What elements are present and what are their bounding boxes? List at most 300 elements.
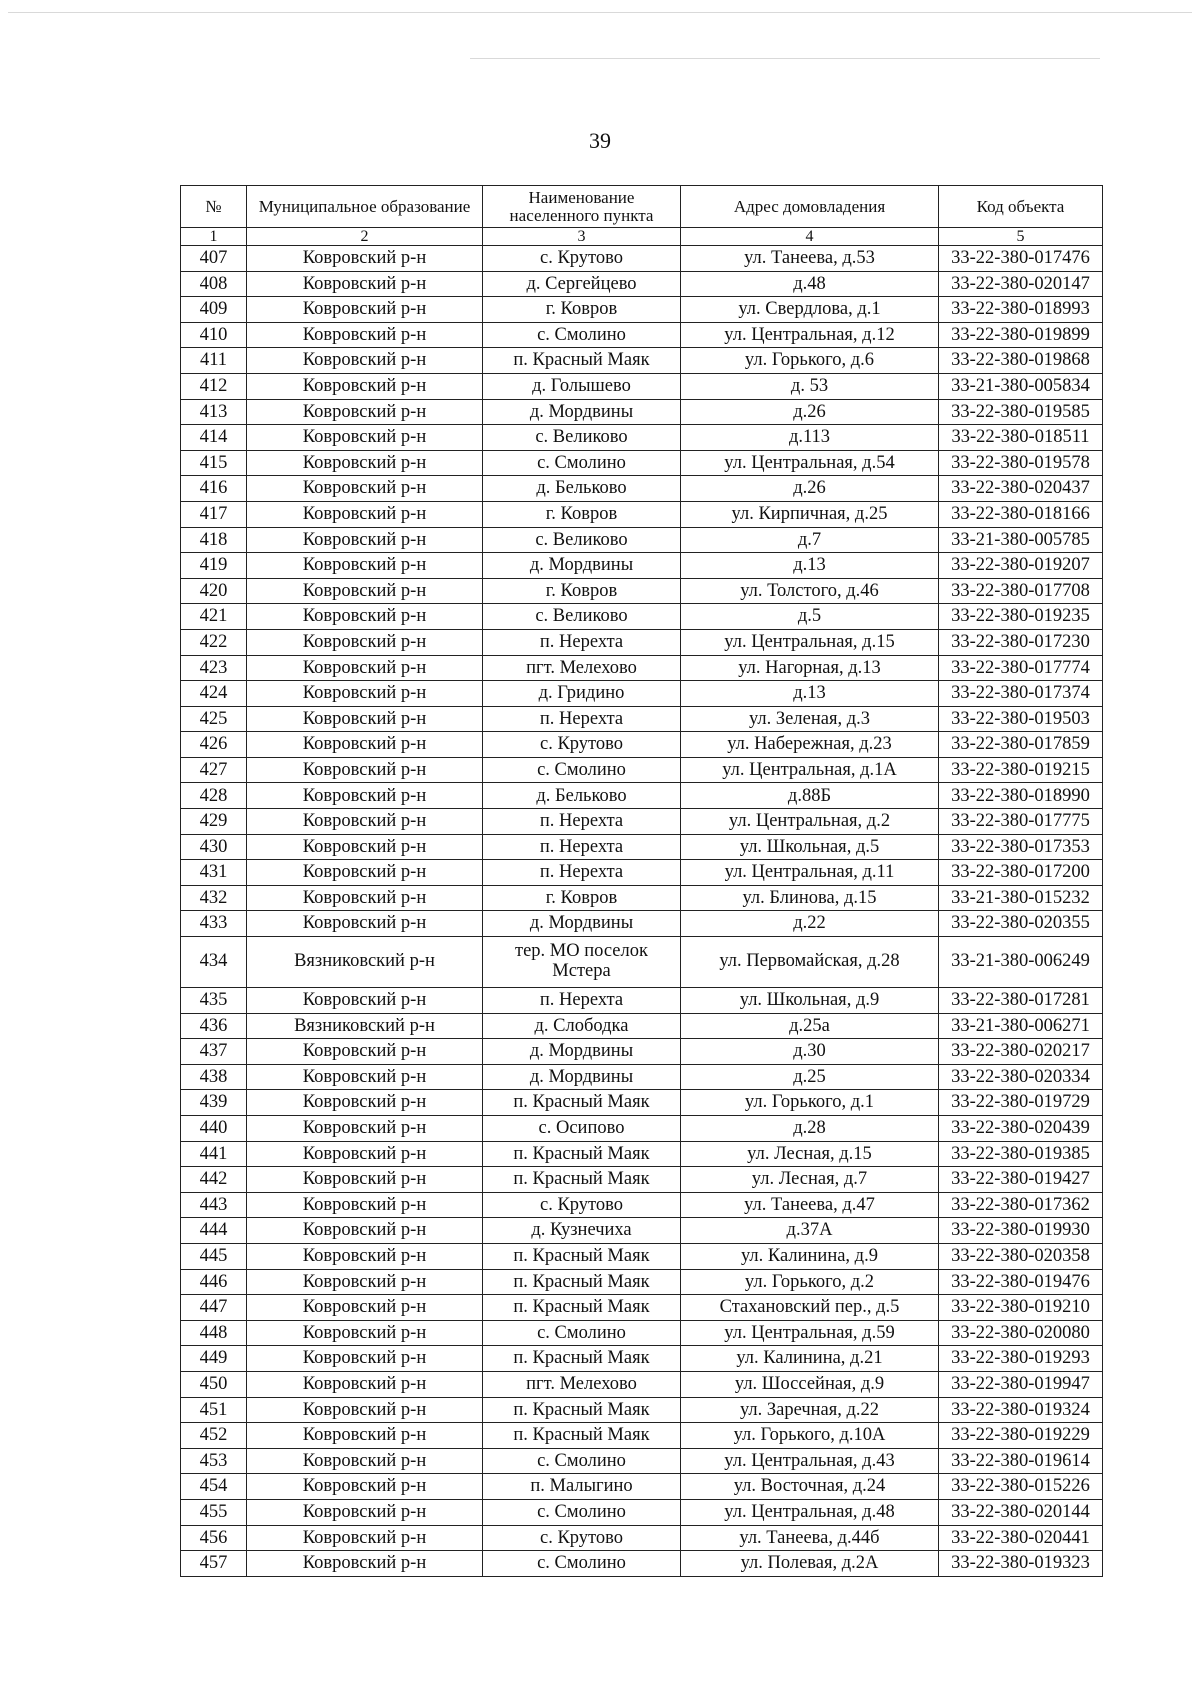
- settlement-cell: п. Нерехта: [483, 834, 681, 860]
- object-code-cell: 33-22-380-019207: [939, 553, 1103, 579]
- municipality-cell: Ковровский р-н: [247, 297, 483, 323]
- object-code-cell: 33-22-380-020441: [939, 1525, 1103, 1551]
- municipality-cell: Ковровский р-н: [247, 1192, 483, 1218]
- municipality-cell: Ковровский р-н: [247, 1499, 483, 1525]
- settlement-cell: п. Нерехта: [483, 706, 681, 732]
- address-cell: д.26: [681, 476, 939, 502]
- table-row: [181, 297, 1103, 323]
- municipality-cell: Ковровский р-н: [247, 246, 483, 272]
- address-cell: ул. Центральная, д.43: [681, 1448, 939, 1474]
- object-code-cell: 33-22-380-020437: [939, 476, 1103, 502]
- address-cell: ул. Заречная, д.22: [681, 1397, 939, 1423]
- object-code-cell: 33-22-380-019503: [939, 706, 1103, 732]
- settlement-cell: с. Смолино: [483, 1448, 681, 1474]
- table-row: [181, 271, 1103, 297]
- row-number-cell: 428: [181, 783, 247, 809]
- object-code-cell: 33-22-380-017230: [939, 629, 1103, 655]
- row-number-cell: 444: [181, 1218, 247, 1244]
- settlement-cell: пгт. Мелехово: [483, 1371, 681, 1397]
- settlement-cell: д. Мордвины: [483, 1064, 681, 1090]
- municipality-cell: Ковровский р-н: [247, 1116, 483, 1142]
- table-row: [181, 1551, 1103, 1577]
- object-code-cell: 33-22-380-019427: [939, 1167, 1103, 1193]
- row-number-cell: 440: [181, 1116, 247, 1142]
- municipality-cell: Ковровский р-н: [247, 783, 483, 809]
- object-code-cell: 33-21-380-005785: [939, 527, 1103, 553]
- row-number-cell: 431: [181, 860, 247, 886]
- municipality-cell: Ковровский р-н: [247, 450, 483, 476]
- object-code-cell: 33-22-380-019210: [939, 1295, 1103, 1321]
- municipality-cell: Ковровский р-н: [247, 1141, 483, 1167]
- address-cell: ул. Лесная, д.7: [681, 1167, 939, 1193]
- address-cell: ул. Центральная, д.12: [681, 322, 939, 348]
- table-row: [181, 1013, 1103, 1039]
- row-number-cell: 414: [181, 425, 247, 451]
- settlement-cell: п. Нерехта: [483, 988, 681, 1014]
- object-code-cell: 33-22-380-017281: [939, 988, 1103, 1014]
- address-cell: д.7: [681, 527, 939, 553]
- row-number-cell: 421: [181, 604, 247, 630]
- settlement-cell: д. Мордвины: [483, 399, 681, 425]
- table-row: [181, 1141, 1103, 1167]
- row-number-cell: 412: [181, 373, 247, 399]
- municipality-cell: Ковровский р-н: [247, 1525, 483, 1551]
- settlement-cell: г. Ковров: [483, 885, 681, 911]
- address-cell: ул. Лесная, д.15: [681, 1141, 939, 1167]
- municipality-cell: Ковровский р-н: [247, 911, 483, 937]
- table-row: [181, 1269, 1103, 1295]
- row-number-cell: 441: [181, 1141, 247, 1167]
- municipality-cell: Ковровский р-н: [247, 1448, 483, 1474]
- column-number: 3: [483, 228, 681, 246]
- settlement-cell: пгт. Мелехово: [483, 655, 681, 681]
- object-code-cell: 33-22-380-019229: [939, 1423, 1103, 1449]
- object-code-cell: 33-22-380-019235: [939, 604, 1103, 630]
- header-settlement: Наименование населенного пункта: [483, 186, 681, 228]
- municipality-cell: Ковровский р-н: [247, 1064, 483, 1090]
- row-number-cell: 439: [181, 1090, 247, 1116]
- municipality-cell: Ковровский р-н: [247, 1243, 483, 1269]
- row-number-cell: 454: [181, 1474, 247, 1500]
- settlement-cell: с. Смолино: [483, 450, 681, 476]
- object-code-cell: 33-22-380-019385: [939, 1141, 1103, 1167]
- address-cell: ул. Калинина, д.9: [681, 1243, 939, 1269]
- municipality-cell: Ковровский р-н: [247, 1551, 483, 1577]
- table-row: [181, 604, 1103, 630]
- row-number-cell: 418: [181, 527, 247, 553]
- object-code-cell: 33-22-380-015226: [939, 1474, 1103, 1500]
- table-body: [181, 228, 1103, 1577]
- settlement-cell: п. Красный Маяк: [483, 1423, 681, 1449]
- settlement-cell: с. Осипово: [483, 1116, 681, 1142]
- address-cell: ул. Танеева, д.53: [681, 246, 939, 272]
- settlement-cell: д. Сергейцево: [483, 271, 681, 297]
- header-number: №: [181, 186, 247, 228]
- table-row: [181, 1218, 1103, 1244]
- settlement-cell: д. Бельково: [483, 476, 681, 502]
- object-code-cell: 33-22-380-020147: [939, 271, 1103, 297]
- row-number-cell: 450: [181, 1371, 247, 1397]
- row-number-cell: 427: [181, 757, 247, 783]
- table-row: [181, 681, 1103, 707]
- row-number-cell: 455: [181, 1499, 247, 1525]
- settlement-cell: с. Крутово: [483, 246, 681, 272]
- address-cell: д.26: [681, 399, 939, 425]
- settlement-cell: д. Голышево: [483, 373, 681, 399]
- table-row: [181, 757, 1103, 783]
- address-cell: ул. Горького, д.10А: [681, 1423, 939, 1449]
- settlement-cell: с. Смолино: [483, 1551, 681, 1577]
- municipality-cell: Ковровский р-н: [247, 553, 483, 579]
- settlement-cell: с. Крутово: [483, 1525, 681, 1551]
- row-number-cell: 448: [181, 1320, 247, 1346]
- object-code-cell: 33-22-380-018993: [939, 297, 1103, 323]
- table-row: [181, 834, 1103, 860]
- settlement-cell: п. Нерехта: [483, 629, 681, 655]
- object-code-cell: 33-21-380-005834: [939, 373, 1103, 399]
- row-number-cell: 445: [181, 1243, 247, 1269]
- address-cell: ул. Блинова, д.15: [681, 885, 939, 911]
- municipality-cell: Ковровский р-н: [247, 860, 483, 886]
- address-cell: ул. Горького, д.1: [681, 1090, 939, 1116]
- row-number-cell: 430: [181, 834, 247, 860]
- table-row: [181, 578, 1103, 604]
- settlement-cell: с. Великово: [483, 604, 681, 630]
- address-cell: ул. Центральная, д.1А: [681, 757, 939, 783]
- address-cell: ул. Кирпичная, д.25: [681, 501, 939, 527]
- object-code-cell: 33-22-380-019585: [939, 399, 1103, 425]
- address-cell: ул. Свердлова, д.1: [681, 297, 939, 323]
- address-cell: д.13: [681, 553, 939, 579]
- address-cell: д.48: [681, 271, 939, 297]
- settlement-cell: п. Красный Маяк: [483, 1269, 681, 1295]
- settlement-cell: с. Крутово: [483, 732, 681, 758]
- row-number-cell: 443: [181, 1192, 247, 1218]
- row-number-cell: 446: [181, 1269, 247, 1295]
- settlement-cell: с. Смолино: [483, 322, 681, 348]
- object-code-cell: 33-22-380-019947: [939, 1371, 1103, 1397]
- row-number-cell: 416: [181, 476, 247, 502]
- table-row: [181, 450, 1103, 476]
- row-number-cell: 434: [181, 937, 247, 988]
- row-number-cell: 426: [181, 732, 247, 758]
- table-row: [181, 425, 1103, 451]
- row-number-cell: 449: [181, 1346, 247, 1372]
- table-row: [181, 1116, 1103, 1142]
- settlement-cell: с. Крутово: [483, 1192, 681, 1218]
- object-code-cell: 33-21-380-006249: [939, 937, 1103, 988]
- address-cell: ул. Горького, д.2: [681, 1269, 939, 1295]
- municipality-cell: Ковровский р-н: [247, 1320, 483, 1346]
- settlement-cell: п. Нерехта: [483, 809, 681, 835]
- address-cell: ул. Восточная, д.24: [681, 1474, 939, 1500]
- table-row: [181, 1397, 1103, 1423]
- column-number-row: [181, 228, 1103, 246]
- object-code-cell: 33-22-380-019323: [939, 1551, 1103, 1577]
- table-row: [181, 399, 1103, 425]
- table-row: [181, 501, 1103, 527]
- column-number: 4: [681, 228, 939, 246]
- row-number-cell: 420: [181, 578, 247, 604]
- object-code-cell: 33-22-380-018166: [939, 501, 1103, 527]
- address-cell: д.5: [681, 604, 939, 630]
- table-row: [181, 1295, 1103, 1321]
- row-number-cell: 415: [181, 450, 247, 476]
- row-number-cell: 453: [181, 1448, 247, 1474]
- municipality-cell: Ковровский р-н: [247, 757, 483, 783]
- address-cell: ул. Центральная, д.59: [681, 1320, 939, 1346]
- object-code-cell: 33-22-380-019614: [939, 1448, 1103, 1474]
- municipality-cell: Ковровский р-н: [247, 1346, 483, 1372]
- object-code-cell: 33-22-380-018511: [939, 425, 1103, 451]
- address-cell: д.28: [681, 1116, 939, 1142]
- object-code-cell: 33-22-380-019293: [939, 1346, 1103, 1372]
- table-row: [181, 1474, 1103, 1500]
- object-code-cell: 33-22-380-020080: [939, 1320, 1103, 1346]
- address-cell: ул. Центральная, д.48: [681, 1499, 939, 1525]
- table-row: [181, 1064, 1103, 1090]
- object-code-cell: 33-22-380-018990: [939, 783, 1103, 809]
- table-row: [181, 1039, 1103, 1065]
- settlement-cell: д. Мордвины: [483, 553, 681, 579]
- table-row: [181, 885, 1103, 911]
- object-code-cell: 33-22-380-019476: [939, 1269, 1103, 1295]
- object-code-cell: 33-22-380-017476: [939, 246, 1103, 272]
- address-cell: д.13: [681, 681, 939, 707]
- address-cell: ул. Горького, д.6: [681, 348, 939, 374]
- settlement-cell: г. Ковров: [483, 297, 681, 323]
- municipality-cell: Ковровский р-н: [247, 1423, 483, 1449]
- row-number-cell: 457: [181, 1551, 247, 1577]
- row-number-cell: 432: [181, 885, 247, 911]
- address-cell: д.25а: [681, 1013, 939, 1039]
- table-row: [181, 732, 1103, 758]
- header-address: Адрес домовладения: [681, 186, 939, 228]
- object-code-cell: 33-22-380-017353: [939, 834, 1103, 860]
- table-row: [181, 1192, 1103, 1218]
- municipality-cell: Ковровский р-н: [247, 629, 483, 655]
- address-cell: д.22: [681, 911, 939, 937]
- settlement-cell: д. Мордвины: [483, 1039, 681, 1065]
- settlement-cell: с. Великово: [483, 527, 681, 553]
- column-number: 5: [939, 228, 1103, 246]
- municipality-cell: Ковровский р-н: [247, 373, 483, 399]
- settlement-cell: д. Слободка: [483, 1013, 681, 1039]
- row-number-cell: 435: [181, 988, 247, 1014]
- table-row: [181, 988, 1103, 1014]
- table-row: [181, 1423, 1103, 1449]
- settlement-cell: тер. МО поселок Мстера: [483, 937, 681, 988]
- settlement-cell: п. Малыгино: [483, 1474, 681, 1500]
- table-row: [181, 1090, 1103, 1116]
- table-row: [181, 1346, 1103, 1372]
- address-cell: ул. Набережная, д.23: [681, 732, 939, 758]
- row-number-cell: 429: [181, 809, 247, 835]
- object-code-cell: 33-22-380-017200: [939, 860, 1103, 886]
- municipality-cell: Ковровский р-н: [247, 1167, 483, 1193]
- header-object-code: Код объекта: [939, 186, 1103, 228]
- table-row: [181, 527, 1103, 553]
- object-code-cell: 33-22-380-020355: [939, 911, 1103, 937]
- table-row: [181, 809, 1103, 835]
- row-number-cell: 411: [181, 348, 247, 374]
- settlement-cell: п. Красный Маяк: [483, 1295, 681, 1321]
- table-row: [181, 348, 1103, 374]
- address-cell: ул. Калинина, д.21: [681, 1346, 939, 1372]
- table-row: [181, 476, 1103, 502]
- address-cell: ул. Зеленая, д.3: [681, 706, 939, 732]
- municipality-cell: Ковровский р-н: [247, 271, 483, 297]
- row-number-cell: 447: [181, 1295, 247, 1321]
- row-number-cell: 419: [181, 553, 247, 579]
- address-cell: ул. Центральная, д.11: [681, 860, 939, 886]
- municipality-cell: Ковровский р-н: [247, 1090, 483, 1116]
- household-registry-table: [180, 185, 1103, 1577]
- settlement-cell: г. Ковров: [483, 578, 681, 604]
- municipality-cell: Ковровский р-н: [247, 578, 483, 604]
- settlement-cell: п. Нерехта: [483, 860, 681, 886]
- column-number: 2: [247, 228, 483, 246]
- address-cell: ул. Танеева, д.47: [681, 1192, 939, 1218]
- settlement-cell: п. Красный Маяк: [483, 1090, 681, 1116]
- row-number-cell: 442: [181, 1167, 247, 1193]
- address-cell: ул. Школьная, д.9: [681, 988, 939, 1014]
- table-row: [181, 1371, 1103, 1397]
- municipality-cell: Ковровский р-н: [247, 527, 483, 553]
- table-row: [181, 783, 1103, 809]
- page-number: 39: [589, 128, 611, 153]
- object-code-cell: 33-22-380-017362: [939, 1192, 1103, 1218]
- row-number-cell: 407: [181, 246, 247, 272]
- address-cell: д.37А: [681, 1218, 939, 1244]
- object-code-cell: 33-22-380-017859: [939, 732, 1103, 758]
- address-cell: Стахановский пер., д.5: [681, 1295, 939, 1321]
- address-cell: д.30: [681, 1039, 939, 1065]
- settlement-cell: д. Мордвины: [483, 911, 681, 937]
- table-row: [181, 911, 1103, 937]
- municipality-cell: Ковровский р-н: [247, 322, 483, 348]
- table-header-row: [181, 186, 1103, 228]
- address-cell: д. 53: [681, 373, 939, 399]
- row-number-cell: 456: [181, 1525, 247, 1551]
- settlement-cell: с. Смолино: [483, 1499, 681, 1525]
- object-code-cell: 33-22-380-017374: [939, 681, 1103, 707]
- municipality-cell: Ковровский р-н: [247, 1039, 483, 1065]
- municipality-cell: Ковровский р-н: [247, 399, 483, 425]
- column-number: 1: [181, 228, 247, 246]
- settlement-cell: д. Гридино: [483, 681, 681, 707]
- address-cell: ул. Шоссейная, д.9: [681, 1371, 939, 1397]
- table-row: [181, 1499, 1103, 1525]
- municipality-cell: Ковровский р-н: [247, 988, 483, 1014]
- row-number-cell: 409: [181, 297, 247, 323]
- row-number-cell: 413: [181, 399, 247, 425]
- table-row: [181, 322, 1103, 348]
- row-number-cell: 438: [181, 1064, 247, 1090]
- row-number-cell: 451: [181, 1397, 247, 1423]
- municipality-cell: Ковровский р-н: [247, 655, 483, 681]
- table-row: [181, 629, 1103, 655]
- address-cell: ул. Школьная, д.5: [681, 834, 939, 860]
- address-cell: ул. Танеева, д.44б: [681, 1525, 939, 1551]
- settlement-cell: д. Кузнечиха: [483, 1218, 681, 1244]
- scan-artifact-line: [470, 58, 1100, 59]
- municipality-cell: Ковровский р-н: [247, 425, 483, 451]
- object-code-cell: 33-22-380-019868: [939, 348, 1103, 374]
- address-cell: д.88Б: [681, 783, 939, 809]
- object-code-cell: 33-22-380-020439: [939, 1116, 1103, 1142]
- municipality-cell: Вязниковский р-н: [247, 1013, 483, 1039]
- table-row: [181, 1167, 1103, 1193]
- municipality-cell: Ковровский р-н: [247, 681, 483, 707]
- row-number-cell: 424: [181, 681, 247, 707]
- table-row: [181, 706, 1103, 732]
- address-cell: ул. Центральная, д.54: [681, 450, 939, 476]
- table-row: [181, 937, 1103, 988]
- header-municipality: Муниципальное образование: [247, 186, 483, 228]
- object-code-cell: 33-22-380-017774: [939, 655, 1103, 681]
- row-number-cell: 423: [181, 655, 247, 681]
- row-number-cell: 436: [181, 1013, 247, 1039]
- settlement-cell: п. Красный Маяк: [483, 1167, 681, 1193]
- object-code-cell: 33-22-380-019729: [939, 1090, 1103, 1116]
- object-code-cell: 33-22-380-019899: [939, 322, 1103, 348]
- row-number-cell: 408: [181, 271, 247, 297]
- settlement-cell: п. Красный Маяк: [483, 1141, 681, 1167]
- address-cell: д.113: [681, 425, 939, 451]
- object-code-cell: 33-21-380-015232: [939, 885, 1103, 911]
- address-cell: ул. Нагорная, д.13: [681, 655, 939, 681]
- row-number-cell: 425: [181, 706, 247, 732]
- municipality-cell: Ковровский р-н: [247, 809, 483, 835]
- address-cell: д.25: [681, 1064, 939, 1090]
- municipality-cell: Ковровский р-н: [247, 1474, 483, 1500]
- address-cell: ул. Центральная, д.2: [681, 809, 939, 835]
- table-row: [181, 373, 1103, 399]
- settlement-cell: с. Великово: [483, 425, 681, 451]
- table-row: [181, 1243, 1103, 1269]
- row-number-cell: 410: [181, 322, 247, 348]
- settlement-cell: п. Красный Маяк: [483, 1243, 681, 1269]
- municipality-cell: Ковровский р-н: [247, 1397, 483, 1423]
- municipality-cell: Ковровский р-н: [247, 706, 483, 732]
- row-number-cell: 437: [181, 1039, 247, 1065]
- municipality-cell: Ковровский р-н: [247, 476, 483, 502]
- municipality-cell: Ковровский р-н: [247, 834, 483, 860]
- settlement-cell: п. Красный Маяк: [483, 1397, 681, 1423]
- row-number-cell: 433: [181, 911, 247, 937]
- table-row: [181, 655, 1103, 681]
- municipality-cell: Ковровский р-н: [247, 885, 483, 911]
- address-cell: ул. Центральная, д.15: [681, 629, 939, 655]
- object-code-cell: 33-22-380-020334: [939, 1064, 1103, 1090]
- object-code-cell: 33-22-380-017775: [939, 809, 1103, 835]
- object-code-cell: 33-22-380-020144: [939, 1499, 1103, 1525]
- object-code-cell: 33-22-380-019930: [939, 1218, 1103, 1244]
- table-row: [181, 1320, 1103, 1346]
- settlement-cell: п. Красный Маяк: [483, 1346, 681, 1372]
- object-code-cell: 33-21-380-006271: [939, 1013, 1103, 1039]
- settlement-cell: с. Смолино: [483, 757, 681, 783]
- table-row: [181, 1448, 1103, 1474]
- row-number-cell: 417: [181, 501, 247, 527]
- object-code-cell: 33-22-380-020358: [939, 1243, 1103, 1269]
- table-row: [181, 1525, 1103, 1551]
- municipality-cell: Ковровский р-н: [247, 348, 483, 374]
- municipality-cell: Вязниковский р-н: [247, 937, 483, 988]
- settlement-cell: с. Смолино: [483, 1320, 681, 1346]
- object-code-cell: 33-22-380-019324: [939, 1397, 1103, 1423]
